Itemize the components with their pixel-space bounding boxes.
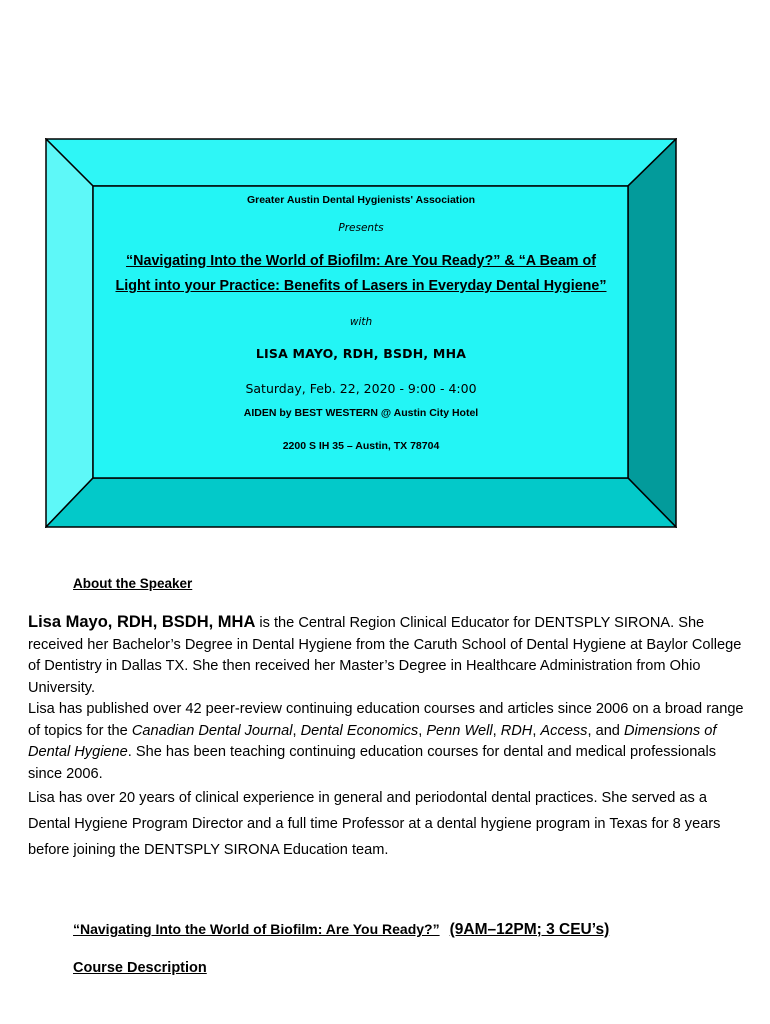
bio-lead-name: Lisa Mayo, RDH, BSDH, MHA — [28, 613, 256, 631]
publication-name: Canadian Dental Journal — [131, 722, 293, 739]
bio-paragraph-2-text-b: . She has been teaching continuing education courses for dental and medical professionals since 2006. — [28, 744, 716, 782]
speaker-bio — [28, 612, 748, 863]
event-date-time: Saturday, Feb. 22, 2020 - 9:00 - 4:00 — [245, 381, 477, 396]
event-title-line-2: Light into your Practice: Benefits of Lasers in Everyday Dental Hygiene” — [115, 278, 607, 294]
separator: , — [418, 722, 427, 739]
bio-paragraph-2-text-a: Lisa has published over 42 peer-review continuing education courses and articles since 2006 on a broad range of topics for the — [28, 701, 744, 739]
publication-name: Access — [540, 722, 588, 739]
bio-paragraph-2 — [28, 699, 748, 785]
with-label: with — [349, 316, 373, 328]
course-time: (9AM–12PM; 3 CEU’s) — [449, 921, 610, 938]
separator: , and — [587, 722, 624, 739]
bevel-top — [46, 139, 676, 186]
event-venue: AIDEN by BEST WESTERN @ Austin City Hotel — [243, 407, 479, 419]
bio-paragraph-1-text: is the Central Region Clinical Educator for DENTSPLY SIRONA. She received her Bachelor’s Degree in Dental Hygiene from the Caruth School of Dental Hygiene at Baylor College of Dentistry in Dallas TX. She then received her Master’s Degree in Healthcare Administration from Ohio University. — [28, 615, 742, 696]
bevel-right — [628, 139, 676, 527]
about-speaker-heading: About the Speaker — [73, 576, 193, 591]
publication-name: Dimensions of Dental Hygiene — [28, 722, 717, 760]
publication-name: Dental Economics — [300, 722, 419, 739]
event-title — [93, 249, 629, 299]
presents-label: Presents — [338, 222, 384, 234]
event-title-line-1: “Navigating Into the World of Biofilm: Are You Ready?” & “A Beam of — [126, 253, 596, 269]
separator: , — [292, 722, 301, 739]
separator: , — [492, 722, 501, 739]
separator: , — [532, 722, 541, 739]
publication-name: RDH — [500, 722, 533, 739]
course-title: “Navigating Into the World of Biofilm: Are You Ready?” — [73, 921, 440, 937]
bevel-left — [46, 139, 93, 527]
banner-content — [93, 186, 629, 478]
bio-paragraph-3: Lisa has over 20 years of clinical experience in general and periodontal dental practices. She served as a Dental Hygiene Program Director and a full time Professor at a dental hygiene program in Texas for 8 years before joining the DENTSPLY SIRONA Education team. — [28, 790, 721, 858]
course-heading — [73, 921, 609, 939]
bevel-bottom — [46, 478, 676, 527]
course-description-heading: Course Description — [73, 960, 207, 976]
event-address: 2200 S IH 35 – Austin, TX 78704 — [282, 440, 440, 452]
speaker-name: LISA MAYO, RDH, BSDH, MHA — [255, 346, 467, 361]
bio-paragraph-1 — [28, 612, 748, 699]
association-name: Greater Austin Dental Hygienists' Association — [246, 194, 476, 206]
publication-name: Penn Well — [426, 722, 493, 739]
